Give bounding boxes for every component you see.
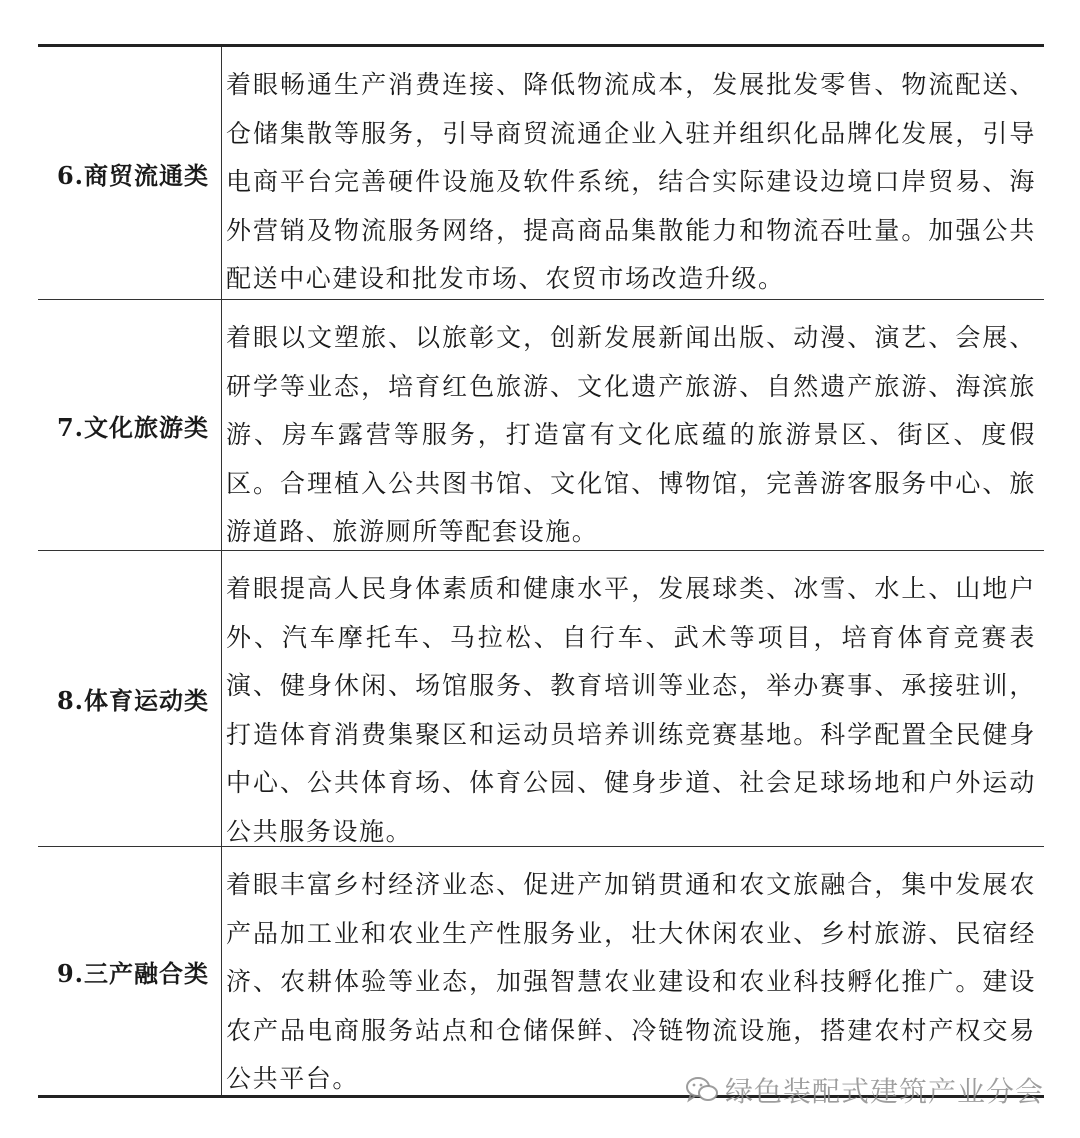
wechat-icon bbox=[685, 1075, 719, 1105]
category-description: 着眼提高人民身体素质和健康水平，发展球类、冰雪、水上、山地户外、汽车摩托车、马拉松、自行车、武术等项目，培育体育竞赛表演、健身休闲、场馆服务、教育培训等业态，举办赛事、承接驻训，打造体育消费集聚区和运动员培养训练竞赛基地。科学配置全民健身中心、公共体育场、体育公园、健身步道、社会足球场地和户外运动公共服务设施。 bbox=[226, 574, 1036, 846]
category-label: 9.三产融合类 bbox=[38, 847, 222, 1095]
category-label: 7.文化旅游类 bbox=[38, 300, 222, 550]
category-description: 着眼以文塑旅、以旅彰文，创新发展新闻出版、动漫、演艺、会展、研学等业态，培育红色旅游、文化遗产旅游、自然遗产旅游、海滨旅游、房车露营等服务，打造富有文化底蕴的旅游景区、街区、度假区。合理植入公共图书馆、文化馆、博物馆，完善游客服务中心、旅游道路、旅游厕所等配套设施。 bbox=[226, 323, 1036, 546]
category-description: 着眼丰富乡村经济业态、促进产加销贯通和农文旅融合，集中发展农产品加工业和农业生产性服务业，壮大休闲农业、乡村旅游、民宿经济、农耕体验等业态，加强智慧农业建设和农业科技孵化推广。建设农产品电商服务站点和仓储保鲜、冷链物流设施，搭建农村产权交易公共平台。 bbox=[226, 870, 1036, 1093]
category-description: 着眼畅通生产消费连接、降低物流成本，发展批发零售、物流配送、仓储集散等服务，引导商贸流通企业入驻并组织化品牌化发展，引导电商平台完善硬件设施及软件系统，结合实际建设边境口岸贸易、海外营销及物流服务网络，提高商品集散能力和物流吞吐量。加强公共配送中心建设和批发市场、农贸市场改造升级。 bbox=[226, 70, 1036, 293]
table-row bbox=[38, 551, 1044, 847]
category-label: 6.商贸流通类 bbox=[38, 47, 222, 299]
watermark-text: 绿色装配式建筑产业分会 bbox=[724, 1075, 1044, 1108]
table-row bbox=[38, 47, 1044, 300]
watermark bbox=[685, 1070, 1044, 1110]
table-row bbox=[38, 847, 1044, 1095]
policy-table bbox=[38, 44, 1044, 1098]
table-row bbox=[38, 300, 1044, 551]
category-label: 8.体育运动类 bbox=[38, 551, 222, 846]
